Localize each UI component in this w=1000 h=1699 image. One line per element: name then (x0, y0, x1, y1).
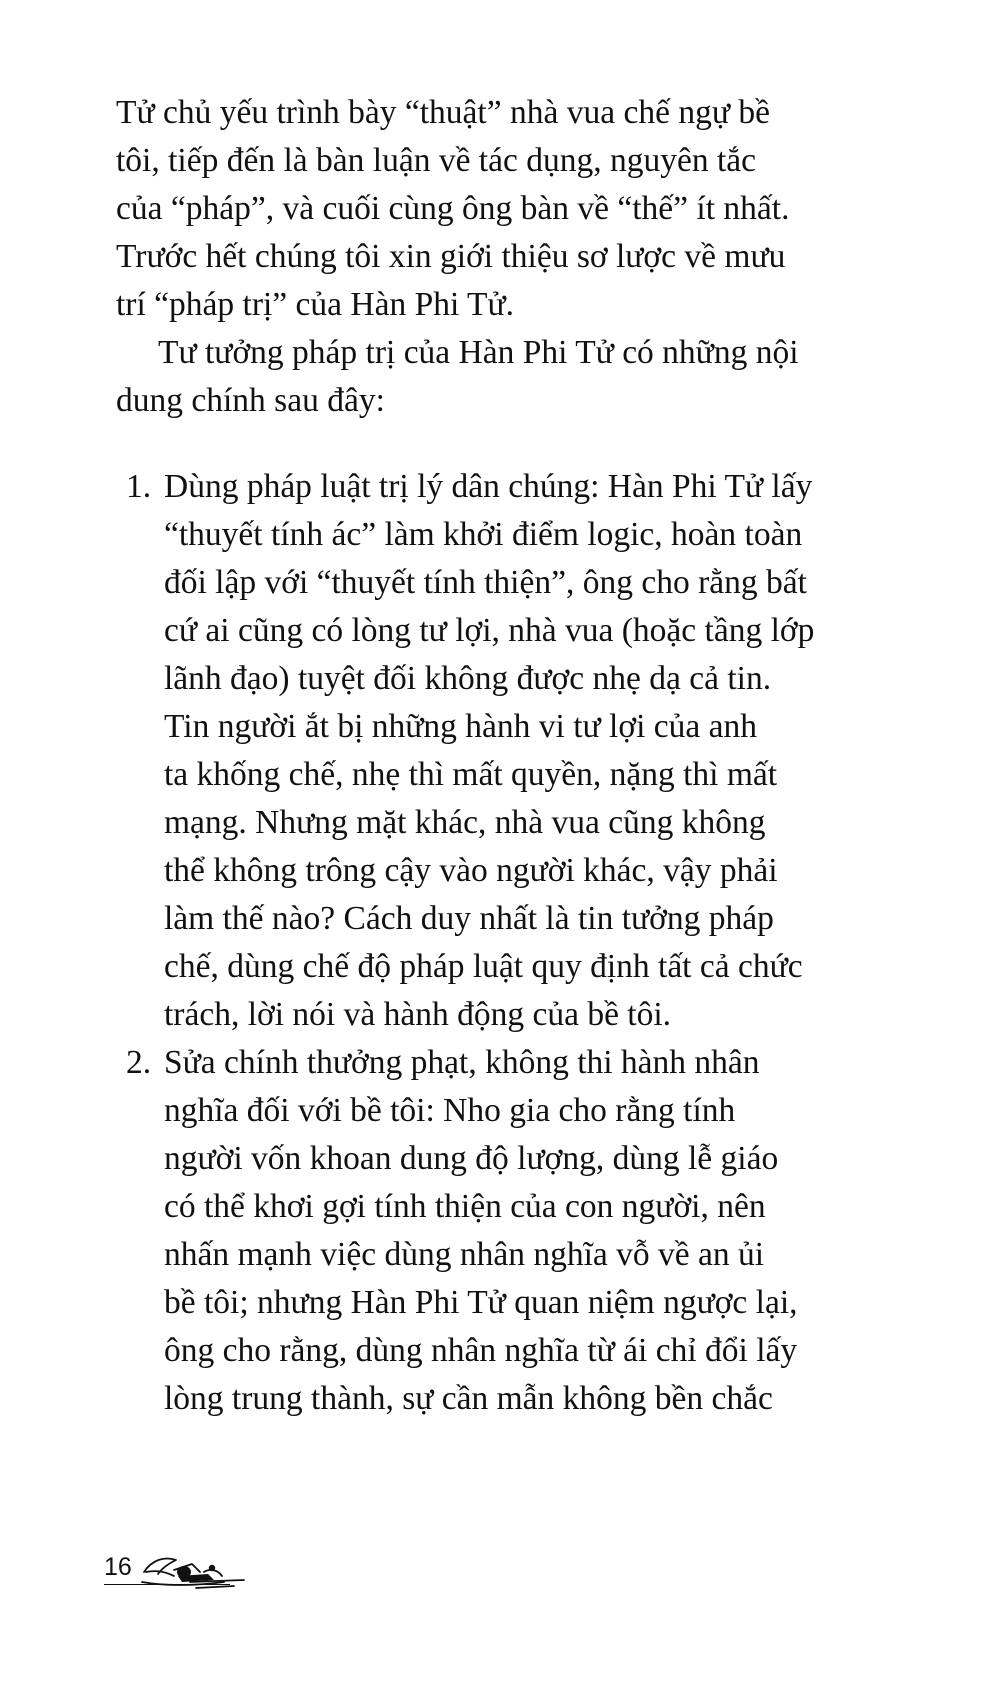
text-line: “thuyết tính ác” làm khởi điểm logic, hoàn toàn (164, 516, 803, 553)
list-item (116, 463, 921, 1039)
text-line: cứ ai cũng có lòng tư lợi, nhà vua (hoặc tầng lớp (164, 612, 815, 649)
text-line: người vốn khoan dung độ lượng, dùng lễ giáo (164, 1140, 779, 1177)
list-number: 2. (126, 1044, 152, 1081)
text-line: nghĩa đối với bề tôi: Nho gia cho rằng tính (164, 1092, 736, 1129)
text-line: mạng. Nhưng mặt khác, nhà vua cũng không (164, 804, 766, 841)
text-line: chế, dùng chế độ pháp luật quy định tất cả chức (164, 948, 803, 985)
text-line: Tin người ắt bị những hành vi tư lợi của anh (164, 708, 757, 745)
list-item-first-line (116, 1039, 921, 1087)
text-line: nhấn mạnh việc dùng nhân nghĩa vỗ về an ủi (164, 1236, 765, 1273)
text-line: Sửa chính thưởng phạt, không thi hành nhân (164, 1044, 760, 1081)
list-item (116, 1039, 921, 1423)
text-line: đối lập với “thuyết tính thiện”, ông cho rằng bất (164, 564, 807, 601)
text-line: Trước hết chúng tôi xin giới thiệu sơ lược về mưu (116, 238, 786, 275)
text-line: Dùng pháp luật trị lý dân chúng: Hàn Phi Tử lấy (164, 468, 813, 505)
text-line: Tử chủ yếu trình bày “thuật” nhà vua chế ngự bề (116, 94, 770, 131)
intro-paragraph (116, 89, 921, 329)
text-line: dung chính sau đây: (116, 382, 385, 419)
page-number: 16 (104, 1553, 132, 1581)
text-line: trách, lời nói và hành động của bề tôi. (164, 996, 672, 1033)
text-line: lãnh đạo) tuyệt đối không được nhẹ dạ cả tin. (164, 660, 772, 697)
text-line: có thể khơi gợi tính thiện của con người, nên (164, 1188, 766, 1225)
second-paragraph (116, 329, 921, 425)
text-line: tôi, tiếp đến là bàn luận về tác dụng, nguyên tắc (116, 142, 757, 179)
text-line: trí “pháp trị” của Hàn Phi Tử. (116, 286, 515, 323)
fisherman-boat-icon (134, 1542, 254, 1603)
text-line: bề tôi; nhưng Hàn Phi Tử quan niệm ngược lại, (164, 1284, 798, 1321)
page-body (116, 89, 921, 1423)
text-line: ta khống chế, nhẹ thì mất quyền, nặng thì mất (164, 756, 778, 793)
text-line: lòng trung thành, sự cần mẫn không bền chắc (164, 1380, 773, 1417)
text-line: làm thế nào? Cách duy nhất là tin tưởng pháp (164, 900, 774, 937)
page-footer (104, 1542, 364, 1602)
text-line: của “pháp”, và cuối cùng ông bàn về “thế” ít nhất. (116, 190, 790, 227)
numbered-list (116, 463, 921, 1423)
list-item-first-line (116, 463, 921, 511)
paragraph-spacer (116, 425, 921, 463)
text-line: thể không trông cậy vào người khác, vậy phải (164, 852, 778, 889)
text-line: Tư tưởng pháp trị của Hàn Phi Tử có những nội (158, 334, 799, 371)
text-line: ông cho rằng, dùng nhân nghĩa từ ái chỉ đổi lấy (164, 1332, 798, 1369)
list-number: 1. (126, 468, 152, 505)
